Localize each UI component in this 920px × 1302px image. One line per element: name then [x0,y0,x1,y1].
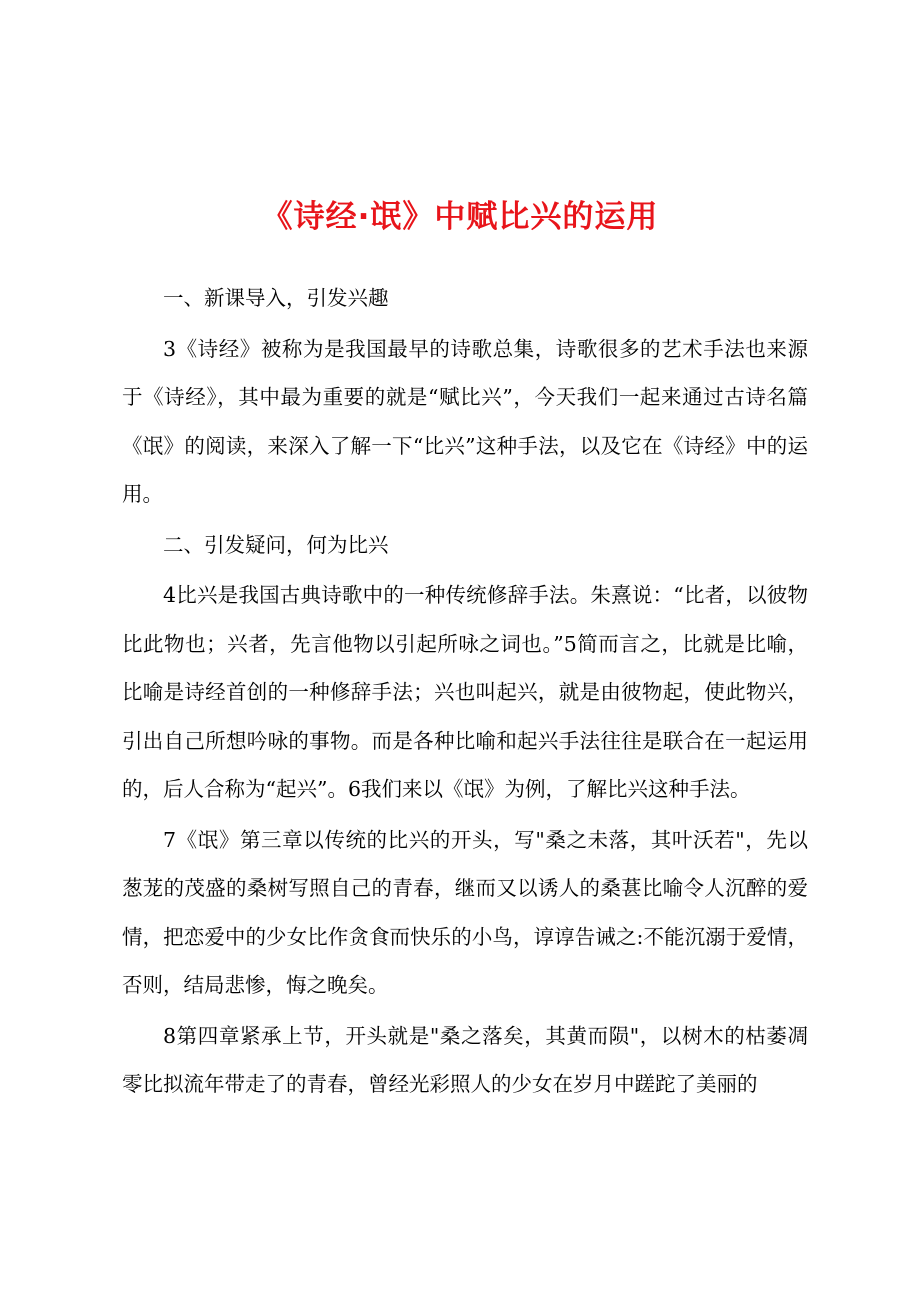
section-heading-question: 二、引发疑问，何为比兴 [163,532,389,557]
body-paragraph: 8第四章紧承上节，开头就是"桑之落矣，其黄而陨"，以树木的枯萎凋零比拟流年带走了的青春，曾经光彩照人的少女在岁月中蹉跎了美丽的 [122,1023,808,1096]
body-paragraph: 4比兴是我国古典诗歌中的一种传统修辞手法。朱熹说：“比者，以彼物比此物也；兴者，先言他物以引起所咏之词也。”5简而言之，比就是比喻，比喻是诗经首创的一种修辞手法；兴也叫起兴，就是由彼物起，使此物兴，引出自己所想吟咏的事物。而是各种比喻和起兴手法往往是联合在一起运用的，后人合称为“起兴”。6我们来以《氓》为例，了解比兴这种手法。 [122,583,808,801]
body-paragraph: 7《氓》第三章以传统的比兴的开头，写"桑之未落，其叶沃若"，先以葱茏的茂盛的桑树写照自己的青春，继而又以诱人的桑葚比喻令人沉醉的爱情，把恋爱中的少女比作贪食而快乐的小鸟，谆谆告诫之:不能沉溺于爱情，否则，结局悲惨，悔之晚矣。 [122,827,808,997]
document-title: 《诗经·氓》中赋比兴的运用 [261,199,659,235]
section-heading-intro: 一、新课导入，引发兴趣 [163,286,389,310]
body-paragraph: 3《诗经》被称为是我国最早的诗歌总集，诗歌很多的艺术手法也来源于《诗经》，其中最为重要的就是“赋比兴”，今天我们一起来通过古诗名篇《氓》的阅读，来深入了解一下“比兴”这种手法，以及它在《诗经》中的运用。 [122,336,808,506]
document-body [122,274,808,1111]
